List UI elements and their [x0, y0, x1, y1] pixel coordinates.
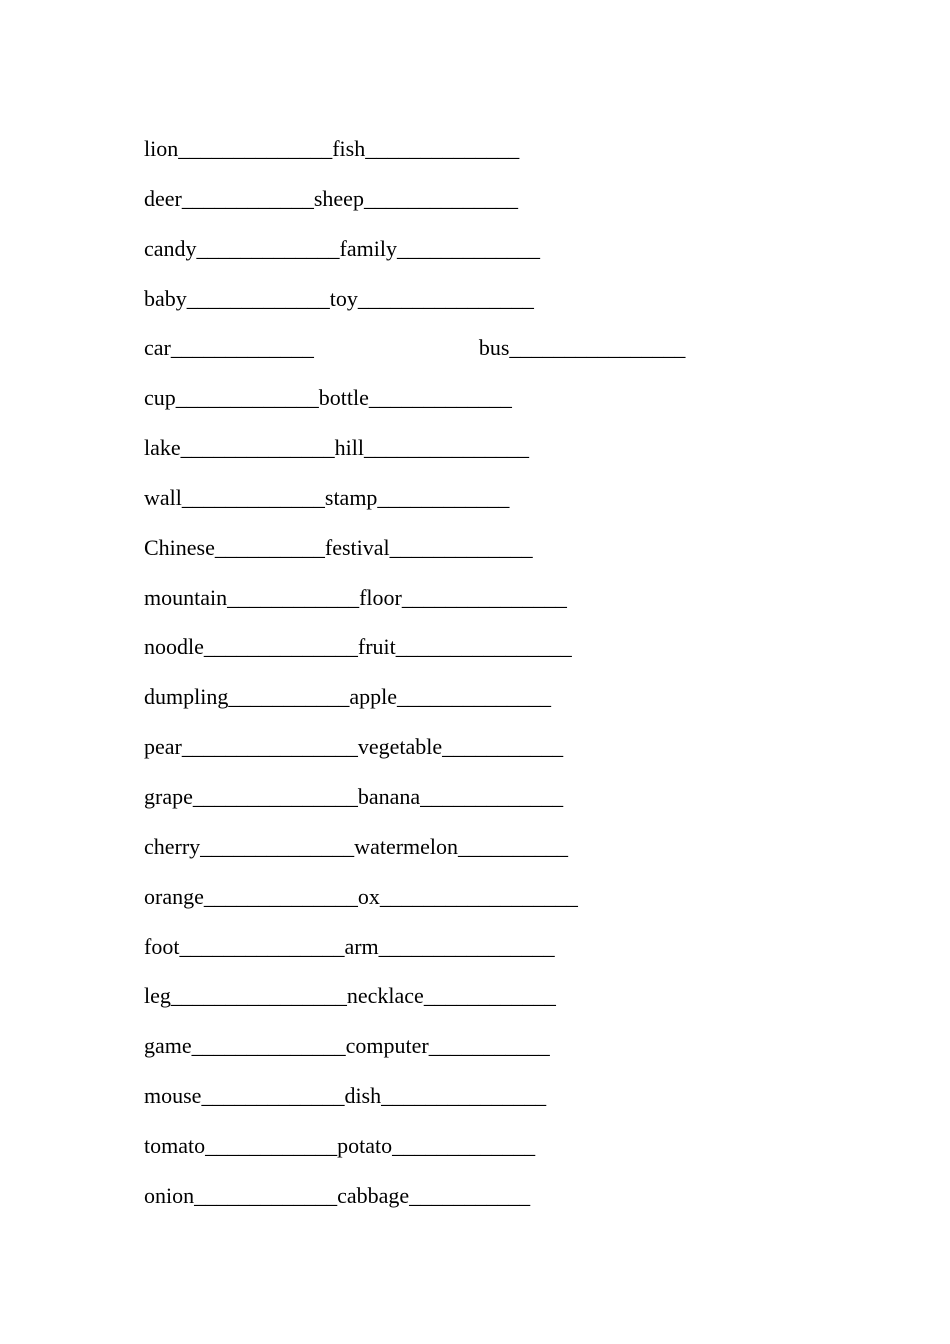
vocabulary-line: candy_____________family_____________	[144, 235, 540, 261]
vocabulary-line: onion_____________cabbage___________	[144, 1182, 531, 1208]
vocabulary-list	[144, 132, 864, 1229]
vocabulary-line: Chinese__________festival_____________	[144, 534, 533, 560]
vocabulary-line: tomato____________potato_____________	[144, 1132, 536, 1158]
vocabulary-line: lake______________hill_______________	[144, 435, 529, 461]
vocabulary-line: leg________________necklace____________	[144, 983, 556, 1009]
vocabulary-line: baby_____________toy________________	[144, 285, 534, 311]
vocabulary-line: grape_______________banana_____________	[144, 783, 564, 809]
vocabulary-line: deer____________sheep______________	[144, 185, 518, 211]
vocabulary-line: mountain____________floor_______________	[144, 584, 567, 610]
vocabulary-line: dumpling___________apple______________	[144, 684, 551, 710]
vocabulary-line: lion______________fish______________	[144, 136, 520, 161]
vocabulary-line: mouse_____________dish_______________	[144, 1083, 547, 1109]
vocabulary-line: pear________________vegetable___________	[144, 734, 564, 760]
vocabulary-line: cup_____________bottle_____________	[144, 385, 512, 411]
vocabulary-line: noodle______________fruit________________	[144, 634, 572, 660]
vocabulary-line: car_____________ bus________________	[144, 335, 686, 361]
vocabulary-line: cherry______________watermelon__________	[144, 833, 569, 859]
vocabulary-line: game______________computer___________	[144, 1033, 550, 1059]
vocabulary-line: orange______________ox__________________	[144, 883, 578, 909]
vocabulary-line: foot_______________arm________________	[144, 933, 555, 959]
vocabulary-line: wall_____________stamp____________	[144, 484, 510, 510]
